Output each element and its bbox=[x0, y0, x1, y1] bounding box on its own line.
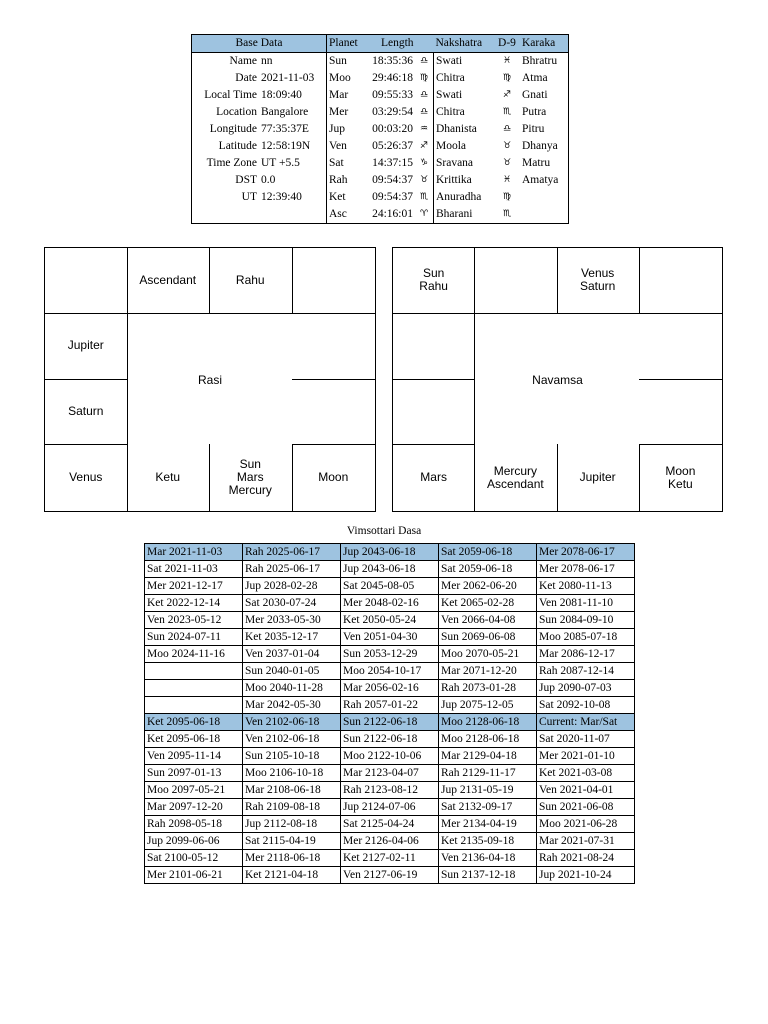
planet-nakshatra: Bharani bbox=[436, 208, 473, 220]
rasi-house-cell bbox=[127, 444, 211, 511]
dasa-cell: Ven 2102-06-18 bbox=[243, 731, 341, 748]
planet-name: Mer bbox=[329, 106, 349, 118]
dasa-cell: Ket 2050-05-24 bbox=[341, 612, 439, 629]
base-header-row bbox=[192, 35, 569, 53]
dasa-cell: Rah 2087-12-14 bbox=[537, 663, 635, 680]
dasa-cell: Rah 2109-08-18 bbox=[243, 799, 341, 816]
base-value: 2021-11-03 bbox=[259, 70, 327, 87]
planet-length: 29:46:18 bbox=[372, 72, 413, 84]
planet-nakshatra: Swati bbox=[436, 55, 463, 67]
planet-name: Sat bbox=[329, 157, 344, 169]
dasa-cell: Ven 2095-11-14 bbox=[145, 748, 243, 765]
dasa-cell: Mer 2134-04-19 bbox=[439, 816, 537, 833]
base-label: Latitude bbox=[218, 140, 257, 152]
planet-karaka bbox=[520, 189, 569, 206]
base-data-row bbox=[192, 53, 569, 71]
dasa-row bbox=[145, 799, 635, 816]
dasa-row bbox=[145, 663, 635, 680]
dasa-cell: Rah 2123-08-12 bbox=[341, 782, 439, 799]
dasa-cell: Sat 2021-11-03 bbox=[145, 561, 243, 578]
dasa-cell: Rah 2098-05-18 bbox=[145, 816, 243, 833]
base-label: Time Zone bbox=[206, 157, 257, 169]
planet-length: 24:16:01 bbox=[372, 208, 413, 220]
dasa-cell: Moo 2128-06-18 bbox=[439, 731, 537, 748]
dasa-period-header: Sat 2059-06-18 bbox=[439, 544, 537, 561]
base-data-row bbox=[192, 121, 569, 138]
planet-sign-icon: ♉ bbox=[415, 172, 434, 189]
rasi-house-cell bbox=[127, 248, 211, 314]
rasi-chart bbox=[44, 247, 376, 512]
navamsa-planet-label: Jupiter bbox=[579, 470, 616, 485]
base-value: 0.0 bbox=[259, 172, 327, 189]
dasa-cell: Ket 2127-02-11 bbox=[341, 850, 439, 867]
base-value: 12:58:19N bbox=[259, 138, 327, 155]
dasa-cell: Sun 2069-06-08 bbox=[439, 629, 537, 646]
navamsa-planet-label: Mercury bbox=[493, 463, 538, 478]
dasa-cell: Sun 2021-06-08 bbox=[537, 799, 635, 816]
rasi-center-label: Rasi bbox=[197, 372, 222, 387]
dasa-cell: Jup 2131-05-19 bbox=[439, 782, 537, 799]
dasa-row bbox=[145, 680, 635, 697]
rasi-planet-label: Mars bbox=[236, 470, 264, 485]
dasa-row bbox=[145, 782, 635, 799]
planet-name: Mar bbox=[329, 89, 349, 101]
dasa-cell: Sat 2030-07-24 bbox=[243, 595, 341, 612]
dasa-cell: Sat 2132-09-17 bbox=[439, 799, 537, 816]
dasa-cell: Moo 2040-11-28 bbox=[243, 680, 341, 697]
dasa-cell: Mer 2118-06-18 bbox=[243, 850, 341, 867]
dasa-period-header: Jup 2043-06-18 bbox=[341, 544, 439, 561]
planet-karaka: Putra bbox=[522, 106, 547, 118]
dasa-period-header: Mer 2078-06-17 bbox=[537, 544, 635, 561]
base-data-row bbox=[192, 87, 569, 104]
dasa-row bbox=[145, 578, 635, 595]
dasa-cell: Moo 2122-10-06 bbox=[341, 748, 439, 765]
planet-sign-icon: ♎ bbox=[415, 87, 434, 104]
dasa-cell: Moo 2054-10-17 bbox=[341, 663, 439, 680]
base-label: Name bbox=[229, 55, 257, 67]
planet-karaka: Bhratru bbox=[522, 55, 558, 67]
dasa-cell: Mar 2042-05-30 bbox=[243, 697, 341, 714]
planet-sign-icon: ♈ bbox=[415, 206, 434, 224]
planet-d9-sign-icon: ♐ bbox=[502, 90, 512, 100]
planet-d9-sign-icon: ♏ bbox=[502, 107, 512, 117]
dasa-cell: Ket 2035-12-17 bbox=[243, 629, 341, 646]
dasa-period-header: Rah 2025-06-17 bbox=[243, 544, 341, 561]
base-value: 18:09:40 bbox=[259, 87, 327, 104]
planet-nakshatra: Krittika bbox=[436, 174, 472, 186]
rasi-house-cell bbox=[292, 248, 376, 314]
rasi-planet-label: Rahu bbox=[235, 272, 265, 287]
navamsa-house-cell bbox=[393, 248, 475, 314]
navamsa-planet-label: Sun bbox=[422, 266, 445, 281]
planet-d9-sign-icon: ♍ bbox=[502, 73, 512, 83]
dasa-cell: Ven 2066-04-08 bbox=[439, 612, 537, 629]
planet-karaka: Gnati bbox=[522, 89, 548, 101]
rasi-house-cell bbox=[45, 313, 128, 380]
dasa-cell: Sun 2084-09-10 bbox=[537, 612, 635, 629]
karaka-header: Karaka bbox=[520, 35, 569, 53]
dasa-cell: Moo 2024-11-16 bbox=[145, 646, 243, 663]
planet-name: Asc bbox=[329, 208, 347, 220]
base-value: 12:39:40 bbox=[259, 189, 327, 206]
dasa-cell: Sat 2059-06-18 bbox=[439, 561, 537, 578]
planet-sign-icon: ♏ bbox=[415, 189, 434, 206]
planet-sign-icon: ♐ bbox=[415, 138, 434, 155]
base-data-header: Base Data bbox=[192, 35, 327, 53]
dasa-cell: Sun 2024-07-11 bbox=[145, 629, 243, 646]
planet-nakshatra: Anuradha bbox=[436, 191, 482, 203]
rasi-planet-label: Ketu bbox=[155, 470, 181, 485]
planet-length: 03:29:54 bbox=[372, 106, 413, 118]
dasa-cell: Moo 2106-10-18 bbox=[243, 765, 341, 782]
dasa-period-header: Mar 2021-11-03 bbox=[145, 544, 243, 561]
dasa-cell: Ket 2021-03-08 bbox=[537, 765, 635, 782]
planet-name: Sun bbox=[329, 55, 347, 67]
base-data-row bbox=[192, 138, 569, 155]
dasa-cell: Sat 2100-05-12 bbox=[145, 850, 243, 867]
dasa-cell: Ket 2095-06-18 bbox=[145, 731, 243, 748]
base-label: UT bbox=[241, 191, 257, 203]
dasa-cell: Moo 2085-07-18 bbox=[537, 629, 635, 646]
base-value: UT +5.5 bbox=[259, 155, 327, 172]
base-data-body bbox=[192, 53, 569, 224]
base-label bbox=[192, 206, 260, 224]
dasa-cell: Sat 2125-04-24 bbox=[341, 816, 439, 833]
navamsa-house-cell bbox=[639, 313, 722, 380]
base-label: Location bbox=[216, 106, 257, 118]
navamsa-house-cell bbox=[557, 444, 640, 511]
dasa-cell: Jup 2028-02-28 bbox=[243, 578, 341, 595]
base-value bbox=[259, 206, 327, 224]
planet-length: 05:26:37 bbox=[372, 140, 413, 152]
dasa-cell: Mar 2097-12-20 bbox=[145, 799, 243, 816]
planet-length: 14:37:15 bbox=[372, 157, 413, 169]
dasa-cell: Mer 2062-06-20 bbox=[439, 578, 537, 595]
navamsa-chart bbox=[392, 247, 723, 512]
dasa-row bbox=[145, 731, 635, 748]
dasa-cell: Sat 2020-11-07 bbox=[537, 731, 635, 748]
dasa-row bbox=[145, 867, 635, 884]
nakshatra-header: Nakshatra bbox=[434, 35, 495, 53]
planet-d9-sign-icon: ♉ bbox=[502, 141, 512, 151]
dasa-cell: Jup 2043-06-18 bbox=[341, 561, 439, 578]
dasa-cell: Moo 2097-05-21 bbox=[145, 782, 243, 799]
dasa-cell: Sun 2105-10-18 bbox=[243, 748, 341, 765]
base-data-row bbox=[192, 155, 569, 172]
planet-karaka: Pitru bbox=[522, 123, 545, 135]
navamsa-house-cell bbox=[474, 444, 557, 511]
dasa-cell: Sun 2040-01-05 bbox=[243, 663, 341, 680]
dasa-cell: Ket 2022-12-14 bbox=[145, 595, 243, 612]
navamsa-house-cell bbox=[639, 248, 722, 314]
navamsa-planet-label: Ascendant bbox=[487, 476, 544, 491]
planet-d9-sign-icon: ♓ bbox=[502, 175, 512, 185]
dasa-cell: Mar 2129-04-18 bbox=[439, 748, 537, 765]
dasa-cell: Mar 2071-12-20 bbox=[439, 663, 537, 680]
planet-karaka: Dhanya bbox=[522, 140, 558, 152]
base-data-row bbox=[192, 206, 569, 224]
rasi-house-cell bbox=[292, 313, 376, 380]
dasa-cell: Mer 2021-01-10 bbox=[537, 748, 635, 765]
planet-karaka: Amatya bbox=[522, 174, 559, 186]
planet-name: Rah bbox=[329, 174, 348, 186]
dasa-row bbox=[145, 850, 635, 867]
base-data-row bbox=[192, 104, 569, 121]
dasa-cell bbox=[145, 663, 243, 680]
rasi-planet-label: Sun bbox=[239, 457, 261, 472]
dasa-cell: Sun 2122-06-18 bbox=[341, 731, 439, 748]
rasi-planet-label: Jupiter bbox=[67, 338, 104, 353]
dasa-row bbox=[145, 765, 635, 782]
base-data-row bbox=[192, 189, 569, 206]
dasa-cell: Mer 2126-04-06 bbox=[341, 833, 439, 850]
base-label: Local Time bbox=[204, 89, 257, 101]
dasa-cell: Mer 2078-06-17 bbox=[537, 561, 635, 578]
planet-name: Moo bbox=[329, 72, 351, 84]
planet-karaka bbox=[520, 206, 569, 224]
navamsa-house-cell bbox=[393, 444, 475, 511]
base-value: 77:35:37E bbox=[259, 121, 327, 138]
dasa-cell: Ven 2081-11-10 bbox=[537, 595, 635, 612]
planet-d9-sign-icon: ♉ bbox=[502, 158, 512, 168]
planet-name: Ket bbox=[329, 191, 346, 203]
dasa-cell bbox=[145, 697, 243, 714]
dasa-row bbox=[145, 595, 635, 612]
planet-nakshatra: Chitra bbox=[436, 72, 465, 84]
base-label: DST bbox=[235, 174, 257, 186]
dasa-cell: Jup 2075-12-05 bbox=[439, 697, 537, 714]
base-value: Bangalore bbox=[259, 104, 327, 121]
dasa-cell: Rah 2021-08-24 bbox=[537, 850, 635, 867]
navamsa-planet-label: Venus bbox=[580, 266, 615, 281]
base-data-row bbox=[192, 172, 569, 189]
dasa-table bbox=[144, 543, 635, 884]
rasi-house-cell bbox=[45, 444, 128, 511]
base-data-row bbox=[192, 70, 569, 87]
dasa-period-header: Moo 2128-06-18 bbox=[439, 714, 537, 731]
planet-sign-icon: ♎ bbox=[415, 53, 434, 71]
dasa-cell: Ven 2021-04-01 bbox=[537, 782, 635, 799]
dasa-row bbox=[145, 561, 635, 578]
dasa-cell: Jup 2124-07-06 bbox=[341, 799, 439, 816]
dasa-cell: Jup 2112-08-18 bbox=[243, 816, 341, 833]
d9-header: D-9 bbox=[494, 35, 520, 53]
dasa-header-row bbox=[145, 714, 635, 731]
base-label: Date bbox=[235, 72, 257, 84]
rasi-house-cell bbox=[292, 444, 376, 511]
dasa-cell: Sat 2115-04-19 bbox=[243, 833, 341, 850]
planet-sign-icon: ♍ bbox=[415, 70, 434, 87]
dasa-cell: Mar 2086-12-17 bbox=[537, 646, 635, 663]
rasi-planet-label: Mercury bbox=[228, 483, 272, 498]
dasa-cell: Mar 2056-02-16 bbox=[341, 680, 439, 697]
dasa-cell: Ket 2065-02-28 bbox=[439, 595, 537, 612]
planet-sign-icon: ♑ bbox=[415, 155, 434, 172]
dasa-cell: Ket 2080-11-13 bbox=[537, 578, 635, 595]
dasa-cell: Mer 2101-06-21 bbox=[145, 867, 243, 884]
dasa-cell: Ket 2121-04-18 bbox=[243, 867, 341, 884]
dasa-cell: Sat 2092-10-08 bbox=[537, 697, 635, 714]
navamsa-planet-label: Saturn bbox=[579, 279, 616, 294]
dasa-title: Vimsottari Dasa bbox=[346, 525, 422, 537]
navamsa-house-cell bbox=[393, 379, 475, 446]
navamsa-house-cell bbox=[639, 379, 722, 446]
rasi-planet-label: Ascendant bbox=[139, 272, 197, 287]
base-value: nn bbox=[259, 53, 327, 71]
planet-karaka: Matru bbox=[522, 157, 551, 169]
dasa-period-header: Ket 2095-06-18 bbox=[145, 714, 243, 731]
dasa-cell: Ven 2136-04-18 bbox=[439, 850, 537, 867]
planet-nakshatra: Dhanista bbox=[436, 123, 477, 135]
dasa-cell: Sun 2097-01-13 bbox=[145, 765, 243, 782]
planet-d9-sign-icon: ♎ bbox=[502, 124, 512, 134]
length-header: Length bbox=[361, 35, 434, 53]
planet-sign-icon: ♎ bbox=[415, 104, 434, 121]
dasa-cell: Mer 2021-12-17 bbox=[145, 578, 243, 595]
navamsa-house-cell bbox=[393, 313, 475, 380]
planet-nakshatra: Moola bbox=[436, 140, 467, 152]
rasi-planet-label: Moon bbox=[318, 470, 349, 485]
rasi-house-cell bbox=[209, 248, 293, 314]
dasa-cell: Ven 2037-01-04 bbox=[243, 646, 341, 663]
dasa-cell: Rah 2025-06-17 bbox=[243, 561, 341, 578]
planet-karaka: Atma bbox=[522, 72, 548, 84]
rasi-house-cell bbox=[45, 248, 128, 314]
dasa-cell: Jup 2090-07-03 bbox=[537, 680, 635, 697]
dasa-cell: Jup 2021-10-24 bbox=[537, 867, 635, 884]
dasa-cell bbox=[145, 680, 243, 697]
dasa-table-body bbox=[145, 544, 635, 884]
planet-nakshatra: Chitra bbox=[436, 106, 465, 118]
navamsa-house-cell bbox=[474, 248, 557, 314]
planet-name: Ven bbox=[329, 140, 347, 152]
dasa-row bbox=[145, 612, 635, 629]
rasi-house-cell bbox=[292, 379, 376, 446]
planet-length: 09:55:33 bbox=[372, 89, 413, 101]
dasa-cell: Sun 2053-12-29 bbox=[341, 646, 439, 663]
planet-length: 09:54:37 bbox=[372, 174, 413, 186]
dasa-cell: Mar 2021-07-31 bbox=[537, 833, 635, 850]
dasa-cell: Ven 2051-04-30 bbox=[341, 629, 439, 646]
dasa-cell: Mer 2033-05-30 bbox=[243, 612, 341, 629]
planet-d9-sign-icon: ♍ bbox=[502, 192, 512, 202]
planet-nakshatra: Swati bbox=[436, 89, 463, 101]
dasa-cell: Sat 2045-08-05 bbox=[341, 578, 439, 595]
base-label: Longitude bbox=[209, 123, 257, 135]
planet-length: 00:03:20 bbox=[372, 123, 413, 135]
dasa-cell: Ket 2135-09-18 bbox=[439, 833, 537, 850]
dasa-cell: Rah 2073-01-28 bbox=[439, 680, 537, 697]
planet-length: 09:54:37 bbox=[372, 191, 413, 203]
dasa-row bbox=[145, 748, 635, 765]
navamsa-planet-label: Mars bbox=[420, 470, 447, 485]
dasa-cell: Rah 2129-11-17 bbox=[439, 765, 537, 782]
navamsa-planet-label: Rahu bbox=[419, 279, 448, 294]
rasi-planet-label: Venus bbox=[69, 470, 103, 485]
dasa-cell: Rah 2057-01-22 bbox=[341, 697, 439, 714]
dasa-row bbox=[145, 646, 635, 663]
dasa-cell: Mar 2108-06-18 bbox=[243, 782, 341, 799]
planet-length: 18:35:36 bbox=[372, 55, 413, 67]
dasa-row bbox=[145, 816, 635, 833]
planet-name: Jup bbox=[329, 123, 345, 135]
navamsa-house-cell bbox=[557, 248, 640, 314]
dasa-row bbox=[145, 833, 635, 850]
dasa-period-header: Ven 2102-06-18 bbox=[243, 714, 341, 731]
planet-sign-icon: ♒ bbox=[415, 121, 434, 138]
dasa-period-header: Current: Mar/Sat bbox=[537, 714, 635, 731]
rasi-house-cell bbox=[209, 444, 293, 511]
planet-d9-sign-icon: ♓ bbox=[502, 56, 512, 66]
dasa-cell: Ven 2023-05-12 bbox=[145, 612, 243, 629]
dasa-cell: Ven 2127-06-19 bbox=[341, 867, 439, 884]
dasa-cell: Moo 2021-06-28 bbox=[537, 816, 635, 833]
planet-d9-sign-icon: ♏ bbox=[502, 209, 512, 219]
dasa-cell: Sun 2137-12-18 bbox=[439, 867, 537, 884]
dasa-cell: Mer 2048-02-16 bbox=[341, 595, 439, 612]
navamsa-planet-label: Moon bbox=[665, 463, 696, 478]
planet-nakshatra: Sravana bbox=[436, 157, 474, 169]
dasa-header-row bbox=[145, 544, 635, 561]
navamsa-planet-label: Ketu bbox=[668, 476, 693, 491]
navamsa-house-cell bbox=[639, 444, 722, 511]
navamsa-center-label: Navamsa bbox=[532, 372, 583, 387]
rasi-planet-label: Saturn bbox=[68, 403, 104, 418]
rasi-house-cell bbox=[45, 379, 128, 446]
dasa-row bbox=[145, 629, 635, 646]
base-data-table bbox=[191, 34, 569, 224]
dasa-cell: Moo 2070-05-21 bbox=[439, 646, 537, 663]
dasa-row bbox=[145, 697, 635, 714]
planet-header: Planet bbox=[327, 35, 362, 53]
dasa-period-header: Sun 2122-06-18 bbox=[341, 714, 439, 731]
dasa-cell: Jup 2099-06-06 bbox=[145, 833, 243, 850]
dasa-cell: Mar 2123-04-07 bbox=[341, 765, 439, 782]
